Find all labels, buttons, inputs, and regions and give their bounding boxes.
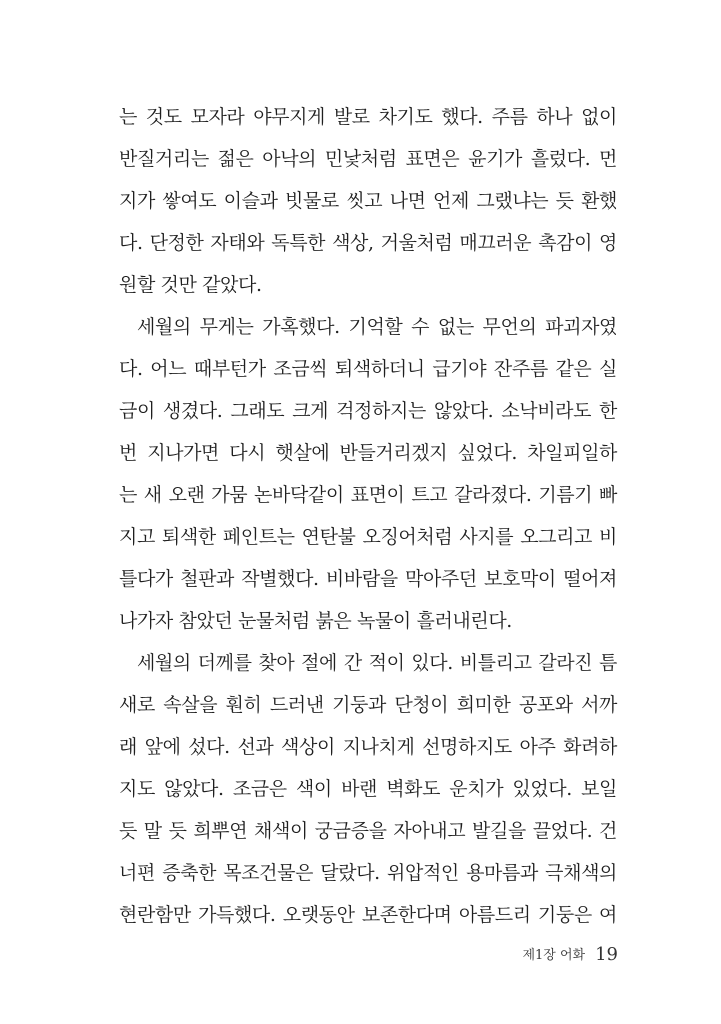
text-line: 틀다가 철판과 작별했다. 비바람을 막아주던 보호막이 떨어져	[119, 568, 617, 590]
text-line: 다. 단정한 자태와 독특한 색상, 거울처럼 매끄러운 촉감이 영	[119, 232, 617, 254]
page-footer	[522, 944, 618, 965]
text-line: 반질거리는 젊은 아낙의 민낯처럼 표면은 윤기가 흘렀다. 먼	[119, 148, 617, 170]
text-line: 너편 증축한 목조건물은 달랐다. 위압적인 용마름과 극채색의	[119, 862, 617, 884]
text-line: 지가 쌓여도 이슬과 빗물로 씻고 나면 언제 그랬냐는 듯 환했	[119, 190, 617, 212]
text-line: 금이 생겼다. 그래도 크게 걱정하지는 않았다. 소낙비라도 한	[119, 400, 617, 422]
text-line: 번 지나가면 다시 햇살에 반들거리겠지 싶었다. 차일피일하	[119, 442, 617, 464]
text-line: 지도 않았다. 조금은 색이 바랜 벽화도 운치가 있었다. 보일	[119, 778, 617, 800]
text-line: 래 앞에 섰다. 선과 색상이 지나치게 선명하지도 아주 화려하	[119, 736, 617, 758]
text-line: 다. 어느 때부턴가 조금씩 퇴색하더니 급기야 잔주름 같은 실	[119, 358, 617, 380]
chapter-label: 제1장 어화	[522, 948, 586, 963]
text-line: 는 새 오랜 가뭄 논바닥같이 표면이 트고 갈라졌다. 기름기 빠	[119, 484, 617, 506]
body-text	[119, 96, 617, 936]
text-line: 듯 말 듯 희뿌연 채색이 궁금증을 자아내고 발길을 끌었다. 건	[119, 820, 617, 842]
text-line: 지고 퇴색한 페인트는 연탄불 오징어처럼 사지를 오그리고 비	[119, 526, 617, 548]
text-line: 는 것도 모자라 야무지게 발로 차기도 했다. 주름 하나 없이	[119, 106, 617, 128]
text-line: 나가자 참았던 눈물처럼 붉은 녹물이 흘러내린다.	[119, 610, 512, 632]
paragraph-start-line: 세월의 더께를 찾아 절에 간 적이 있다. 비틀리고 갈라진 틈	[137, 652, 617, 674]
text-line: 새로 속살을 훤히 드러낸 기둥과 단청이 희미한 공포와 서까	[119, 694, 617, 716]
paragraph-start-line: 세월의 무게는 가혹했다. 기억할 수 없는 무언의 파괴자였	[137, 316, 617, 338]
page-number: 19	[595, 944, 618, 965]
text-line: 현란함만 가득했다. 오랫동안 보존한다며 아름드리 기둥은 여	[119, 904, 617, 926]
text-line: 원할 것만 같았다.	[119, 274, 262, 296]
